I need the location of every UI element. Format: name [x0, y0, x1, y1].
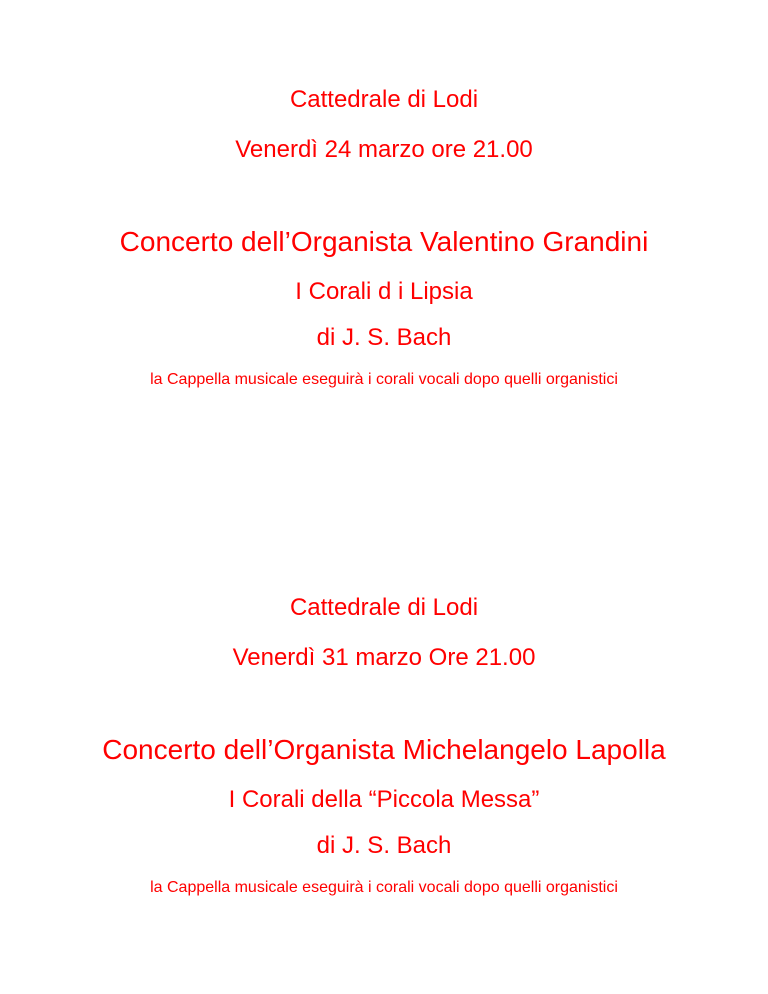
event-note: la Cappella musicale eseguirà i corali vocali dopo quelli organistici — [150, 371, 618, 388]
event-subtitle: I Corali d i Lipsia — [295, 278, 473, 305]
event-venue: Cattedrale di Lodi — [289, 86, 479, 113]
event-title: Concerto dell’Organista Valentino Grandini — [119, 226, 649, 257]
event-title: Concerto dell’Organista Michelangelo Lapolla — [102, 734, 666, 765]
event-venue: Cattedrale di Lodi — [289, 594, 479, 621]
event-author: di J. S. Bach — [316, 324, 452, 351]
event-author: di J. S. Bach — [316, 832, 452, 859]
event-note: la Cappella musicale eseguirà i corali vocali dopo quelli organistici — [150, 879, 618, 896]
event-date: Venerdì 31 marzo Ore 21.00 — [232, 644, 536, 671]
event-subtitle: I Corali della “Piccola Messa” — [228, 786, 540, 813]
event-date: Venerdì 24 marzo ore 21.00 — [235, 136, 533, 163]
